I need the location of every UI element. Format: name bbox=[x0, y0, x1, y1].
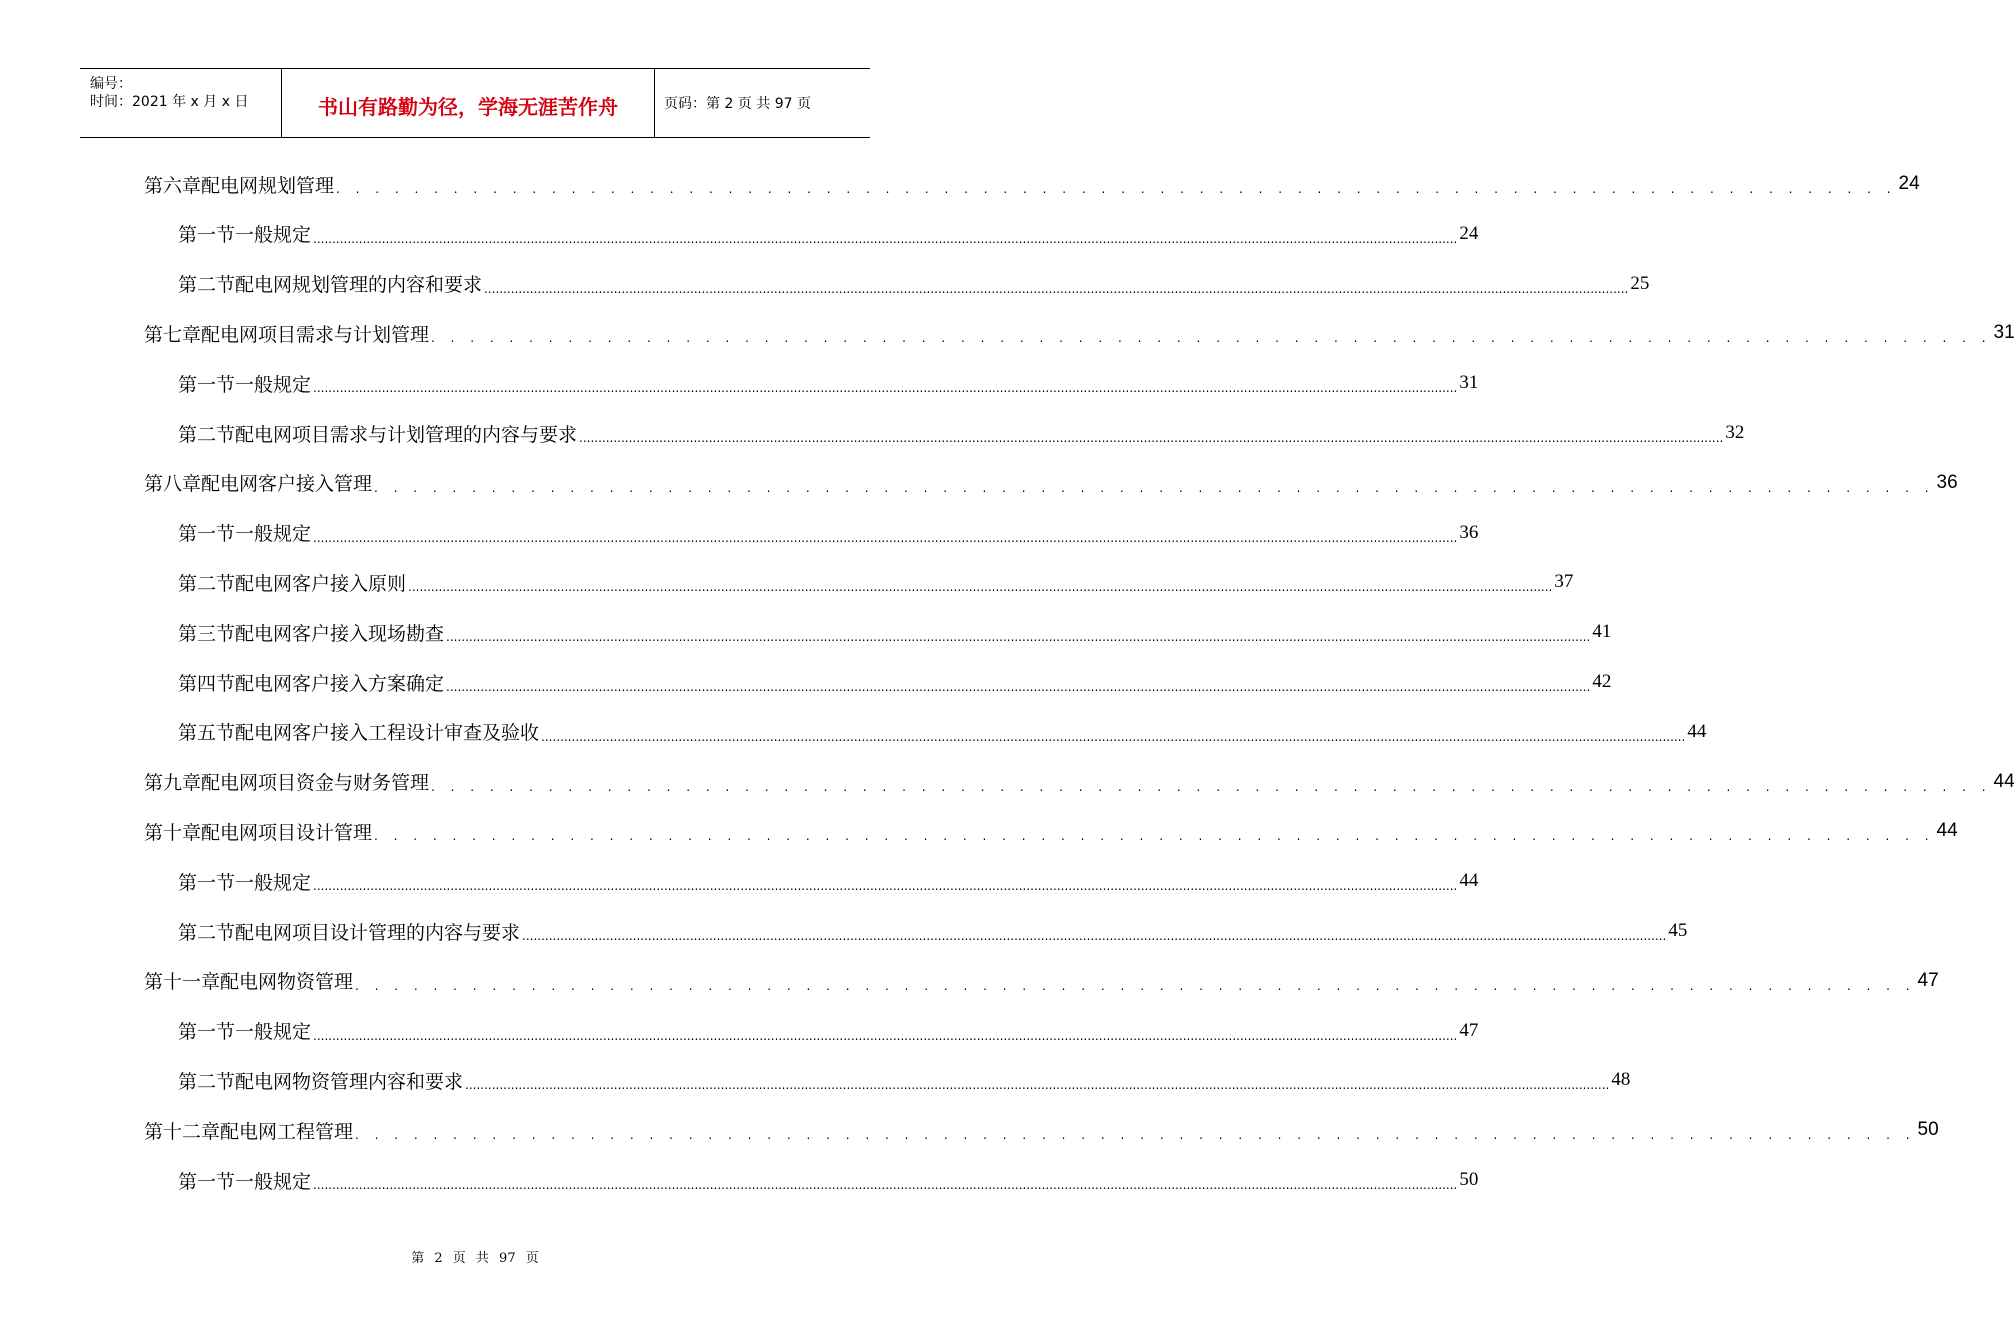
toc-entry-number: 第二节 bbox=[178, 274, 236, 297]
toc-entry-number: 第二节 bbox=[178, 1070, 236, 1093]
toc-entry-number: 第二节 bbox=[178, 921, 236, 944]
toc-entry-number: 第一节 bbox=[178, 373, 236, 396]
toc-entry-page-number: 44 bbox=[1993, 770, 2015, 792]
toc-entry-number: 第二节 bbox=[178, 423, 236, 446]
toc-entry-number: 第二节 bbox=[178, 572, 236, 595]
toc-dot-leader: ............................................................................................................................................................................................................................................................................................................ bbox=[408, 580, 1553, 595]
toc-entry-page-number: 50 bbox=[1917, 1119, 1939, 1141]
toc-dot-leader: . . . . . . . . . . . . . . . . . . . . . . . . . . . . . . . . . . . . . . . . . . . . . . . . . . . . . . . . . . . . . . . . . . . . . . . . . . . . . . . . bbox=[374, 480, 1935, 495]
toc-dot-leader: ............................................................................................................................................................................................................................................................................................................ bbox=[522, 929, 1667, 943]
toc-dot-leader: ............................................................................................................................................................................................................................................................................................................ bbox=[313, 1178, 1458, 1192]
toc-entry-title: 配电网物资管理 bbox=[220, 971, 354, 994]
toc-entry-page-number: 31 bbox=[1459, 372, 1479, 394]
toc-entry-title: 一般规定 bbox=[235, 373, 312, 396]
toc-entry-page-number: 45 bbox=[1668, 920, 1688, 941]
toc-entry-page-number: 32 bbox=[1725, 422, 1745, 443]
toc-dot-leader: . . . . . . . . . . . . . . . . . . . . . . . . . . . . . . . . . . . . . . . . . . . . . . . . . . . . . . . . . . . . . . . . . . . . . . . . . . . . . . . . bbox=[336, 182, 1897, 196]
toc-section-entry[interactable] bbox=[178, 413, 1745, 453]
toc-dot-leader: ............................................................................................................................................................................................................................................................................................................ bbox=[313, 879, 1458, 894]
toc-entry-title: 配电网客户接入现场勘查 bbox=[235, 622, 445, 645]
toc-entry-title: 一般规定 bbox=[235, 523, 312, 546]
toc-entry-page-number: 36 bbox=[1936, 471, 1958, 493]
toc-entry-page-number: 44 bbox=[1687, 720, 1707, 742]
toc-entry-page-number: 47 bbox=[1459, 1019, 1479, 1041]
toc-section-entry[interactable] bbox=[178, 712, 1707, 752]
toc-entry-number: 第八章 bbox=[144, 473, 202, 496]
toc-entry-number: 第十章 bbox=[144, 821, 202, 844]
toc-dot-leader: ............................................................................................................................................................................................................................................................................................................ bbox=[579, 431, 1724, 445]
toc-entry-number: 第一节 bbox=[178, 871, 236, 894]
toc-dot-leader: ............................................................................................................................................................................................................................................................................................................ bbox=[313, 231, 1458, 246]
toc-entry-page-number: 31 bbox=[1993, 322, 2015, 344]
toc-entry-number: 第四节 bbox=[178, 672, 236, 695]
toc-entry-title: 一般规定 bbox=[235, 1170, 312, 1193]
toc-chapter-entry[interactable] bbox=[144, 762, 2015, 802]
toc-section-entry[interactable] bbox=[178, 861, 1479, 901]
toc-entry-title: 一般规定 bbox=[235, 224, 312, 247]
toc-entry-number: 第一节 bbox=[178, 1170, 236, 1193]
header-page-info: 页码：第 2 页 共 97 页 bbox=[664, 96, 811, 112]
toc-section-entry[interactable] bbox=[178, 513, 1479, 553]
toc-dot-leader: . . . . . . . . . . . . . . . . . . . . . . . . . . . . . . . . . . . . . . . . . . . . . . . . . . . . . . . . . . . . . . . . . . . . . . . . . . . . . . . . bbox=[355, 1128, 1916, 1143]
toc-dot-leader: . . . . . . . . . . . . . . . . . . . . . . . . . . . . . . . . . . . . . . . . . . . . . . . . . . . . . . . . . . . . . . . . . . . . . . . . . . . . . . . . bbox=[374, 829, 1935, 844]
toc-dot-leader: . . . . . . . . . . . . . . . . . . . . . . . . . . . . . . . . . . . . . . . . . . . . . . . . . . . . . . . . . . . . . . . . . . . . . . . . . . . . . . . . bbox=[431, 779, 1992, 794]
toc-entry-title: 配电网规划管理 bbox=[201, 174, 335, 197]
toc-entry-title: 一般规定 bbox=[235, 871, 312, 894]
toc-section-entry[interactable] bbox=[178, 911, 1688, 951]
toc-entry-number: 第一节 bbox=[178, 224, 236, 247]
page-header bbox=[80, 68, 870, 138]
header-page-cell bbox=[654, 69, 870, 137]
motto: 书山有路勤为径，学海无涯苦作舟 bbox=[318, 95, 618, 119]
toc-dot-leader: ............................................................................................................................................................................................................................................................................................................ bbox=[313, 381, 1458, 396]
toc-chapter-entry[interactable] bbox=[144, 463, 1958, 503]
toc-entry-page-number: 41 bbox=[1592, 621, 1612, 643]
toc-entry-title: 配电网项目需求与计划管理的内容与要求 bbox=[235, 423, 578, 446]
toc-section-entry[interactable] bbox=[178, 264, 1650, 304]
toc-entry-number: 第五节 bbox=[178, 722, 236, 745]
toc-entry-page-number: 24 bbox=[1459, 222, 1479, 244]
toc-entry-page-number: 24 bbox=[1898, 173, 1920, 194]
toc-entry-number: 第一节 bbox=[178, 1021, 236, 1044]
toc-dot-leader: ............................................................................................................................................................................................................................................................................................................ bbox=[465, 1078, 1610, 1093]
toc-entry-page-number: 36 bbox=[1459, 521, 1479, 543]
toc-entry-page-number: 25 bbox=[1630, 272, 1650, 294]
toc-section-entry[interactable] bbox=[178, 612, 1612, 652]
toc-entry-number: 第十一章 bbox=[144, 971, 221, 994]
toc-entry-number: 第七章 bbox=[144, 323, 202, 346]
toc-chapter-entry[interactable] bbox=[144, 811, 1958, 851]
serial-label: 编号： bbox=[90, 76, 132, 92]
toc-section-entry[interactable] bbox=[178, 1160, 1479, 1200]
toc-entry-title: 配电网客户接入管理 bbox=[201, 473, 373, 496]
toc-entry-title: 配电网项目设计管理 bbox=[201, 821, 373, 844]
toc-chapter-entry[interactable] bbox=[144, 1110, 1939, 1150]
toc-entry-title: 配电网客户接入原则 bbox=[235, 572, 407, 595]
toc-entry-page-number: 44 bbox=[1936, 820, 1958, 842]
toc-entry-number: 第十二章 bbox=[144, 1120, 221, 1143]
toc-section-entry[interactable] bbox=[178, 662, 1612, 702]
toc-entry-page-number: 42 bbox=[1592, 671, 1612, 692]
toc-entry-title: 配电网规划管理的内容和要求 bbox=[235, 274, 483, 297]
toc-chapter-entry[interactable] bbox=[144, 164, 1920, 204]
header-motto-cell bbox=[281, 69, 655, 137]
toc-entry-title: 配电网工程管理 bbox=[220, 1120, 354, 1143]
toc-section-entry[interactable] bbox=[178, 214, 1479, 254]
toc-dot-leader: ............................................................................................................................................................................................................................................................................................................ bbox=[313, 530, 1458, 545]
toc-entry-number: 第九章 bbox=[144, 772, 202, 795]
toc-dot-leader: ............................................................................................................................................................................................................................................................................................................ bbox=[484, 281, 1629, 296]
toc-entry-page-number: 37 bbox=[1554, 571, 1574, 593]
toc-entry-title: 配电网物资管理内容和要求 bbox=[235, 1070, 464, 1093]
toc-entry-title: 配电网项目需求与计划管理 bbox=[201, 323, 430, 346]
toc-entry-title: 配电网项目资金与财务管理 bbox=[201, 772, 430, 795]
toc-dot-leader: ............................................................................................................................................................................................................................................................................................................ bbox=[541, 729, 1686, 744]
toc-section-entry[interactable] bbox=[178, 1060, 1631, 1100]
toc-entry-number: 第三节 bbox=[178, 622, 236, 645]
header-meta-cell bbox=[80, 69, 281, 137]
toc-entry-page-number: 47 bbox=[1917, 969, 1939, 991]
toc-chapter-entry[interactable] bbox=[144, 313, 2015, 353]
toc-entry-title: 配电网客户接入方案确定 bbox=[235, 672, 445, 695]
toc-section-entry[interactable] bbox=[178, 1011, 1479, 1051]
toc-entry-page-number: 50 bbox=[1459, 1169, 1479, 1190]
toc-dot-leader: . . . . . . . . . . . . . . . . . . . . . . . . . . . . . . . . . . . . . . . . . . . . . . . . . . . . . . . . . . . . . . . . . . . . . . . . . . . . . . . . bbox=[355, 978, 1916, 993]
toc-entry-page-number: 48 bbox=[1611, 1069, 1631, 1091]
toc-entry-title: 配电网项目设计管理的内容与要求 bbox=[235, 921, 521, 944]
toc-section-entry[interactable] bbox=[178, 562, 1574, 602]
toc-entry-number: 第一节 bbox=[178, 523, 236, 546]
toc-chapter-entry[interactable] bbox=[144, 961, 1939, 1001]
toc-entry-title: 一般规定 bbox=[235, 1021, 312, 1044]
toc-section-entry[interactable] bbox=[178, 363, 1479, 403]
toc-dot-leader: ............................................................................................................................................................................................................................................................................................................ bbox=[313, 1028, 1458, 1043]
page-footer: 第 2 页 共 97 页 bbox=[411, 1251, 539, 1266]
toc-entry-number: 第六章 bbox=[144, 174, 202, 197]
toc-entry-title: 配电网客户接入工程设计审查及验收 bbox=[235, 722, 540, 745]
toc-dot-leader: . . . . . . . . . . . . . . . . . . . . . . . . . . . . . . . . . . . . . . . . . . . . . . . . . . . . . . . . . . . . . . . . . . . . . . . . . . . . . . . . bbox=[431, 331, 1992, 346]
toc-dot-leader: ............................................................................................................................................................................................................................................................................................................ bbox=[446, 630, 1591, 645]
toc-dot-leader: ............................................................................................................................................................................................................................................................................................................ bbox=[446, 680, 1591, 694]
toc-entry-page-number: 44 bbox=[1459, 870, 1479, 892]
time-label: 时间：2021 年 x 月 x 日 bbox=[90, 94, 249, 110]
